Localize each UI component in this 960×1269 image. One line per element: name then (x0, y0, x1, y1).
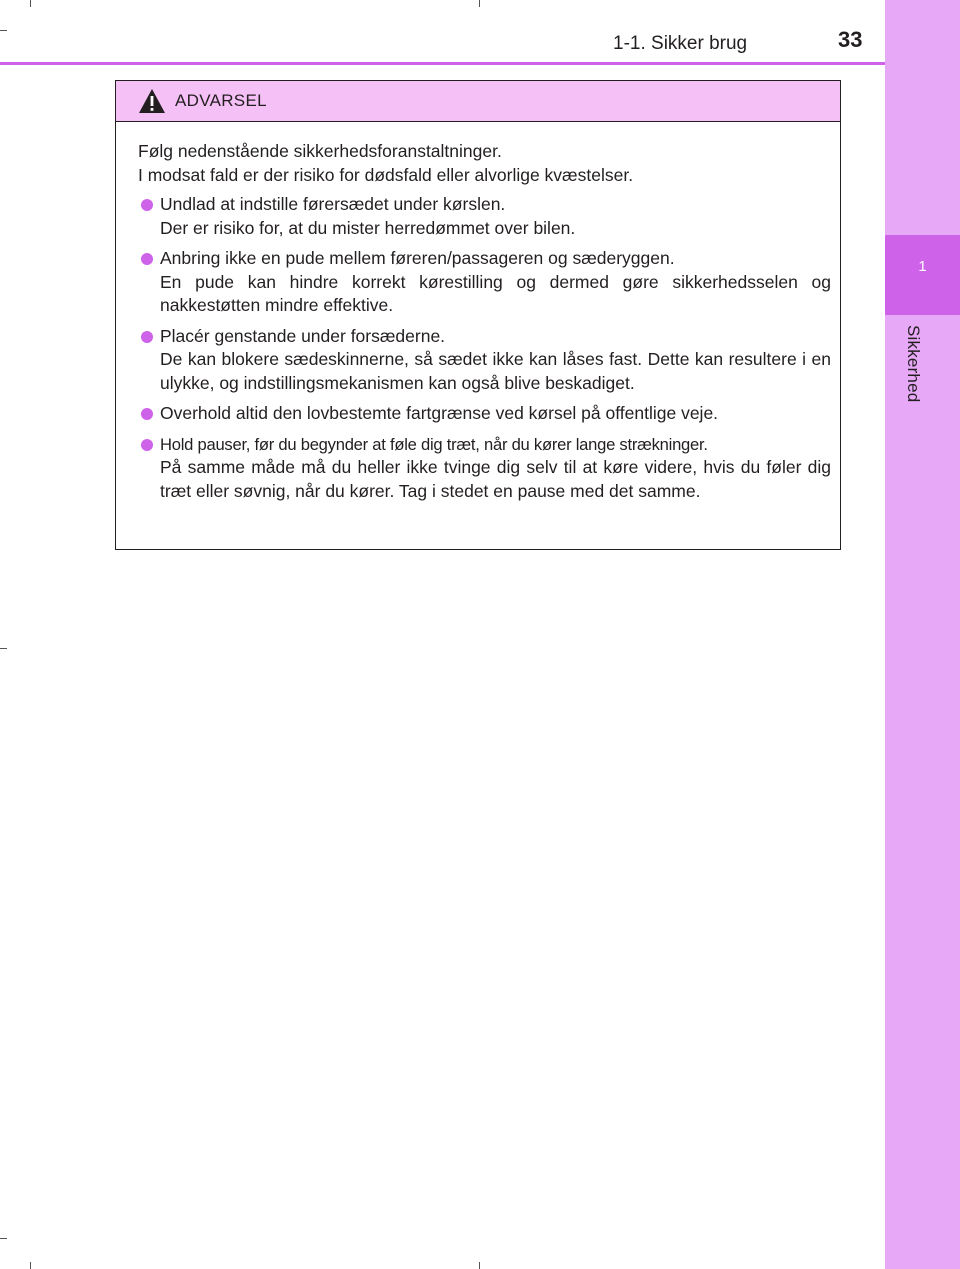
page-number: 33 (838, 27, 863, 52)
crop-mark (0, 1238, 7, 1239)
list-item (138, 325, 831, 396)
header-rule (0, 62, 885, 65)
crop-mark (479, 1262, 480, 1269)
chapter-sidebar (885, 0, 960, 1269)
list-item (138, 402, 831, 426)
crop-mark (30, 0, 31, 7)
chapter-name: Sikkerhed (904, 325, 923, 403)
warning-box (115, 80, 841, 550)
intro-line: Følg nedenstående sikkerhedsforanstaltninger. (138, 141, 502, 161)
list-item (138, 193, 831, 240)
warning-body (116, 122, 840, 503)
item-body: De kan blokere sædeskinnerne, så sædet ikke kan låses fast. Dette kan resultere i en ulykke, og indstillingsmekanismen kan også blive beskadiget. (160, 349, 831, 393)
bullet-dot-icon (141, 408, 153, 420)
item-heading: Placér genstande under forsæderne. (160, 325, 446, 346)
item-body: Der er risiko for, at du mister herredømmet over bilen. (160, 217, 576, 238)
watermark: carmanualsonline.info (597, 1233, 864, 1263)
bullet-dot-icon (141, 331, 153, 343)
bullet-dot-icon (141, 439, 153, 451)
crop-mark (0, 648, 7, 649)
crop-mark (30, 1262, 31, 1269)
crop-mark (479, 0, 480, 7)
section-title: 1-1. Sikker brug (613, 33, 748, 54)
item-heading: Overhold altid den lovbestemte fartgrænse ved kørsel på offentlige veje. (160, 403, 719, 423)
warning-triangle-icon (138, 88, 166, 114)
item-heading: Undlad at indstille førersædet under kørslen. (160, 194, 506, 214)
item-body: En pude kan hindre korrekt kørestilling og dermed gøre sikkerhedsselen og nakkestøtten mindre effektive. (160, 271, 831, 315)
warning-intro (138, 140, 831, 187)
list-item (138, 247, 831, 318)
warning-header (116, 81, 840, 122)
item-body: På samme måde må du heller ikke tvinge dig selv til at køre videre, hvis du føler dig træt eller søvnig, når du kører. Tag i stedet en pause med det samme. (160, 457, 831, 501)
chapter-number: 1 (918, 258, 927, 275)
bullet-dot-icon (141, 253, 153, 265)
warning-label: ADVARSEL (175, 91, 267, 110)
crop-mark (0, 30, 7, 31)
chapter-tab (885, 235, 960, 315)
intro-line: I modsat fald er der risiko for dødsfald eller alvorlige kvæstelser. (138, 164, 634, 185)
item-heading: Anbring ikke en pude mellem føreren/passageren og sæderyggen. (160, 248, 675, 268)
list-item (138, 433, 831, 504)
item-heading: Hold pauser, før du begynder at føle dig træt, når du kører lange strækninger. (160, 434, 708, 454)
bullet-dot-icon (141, 199, 153, 211)
